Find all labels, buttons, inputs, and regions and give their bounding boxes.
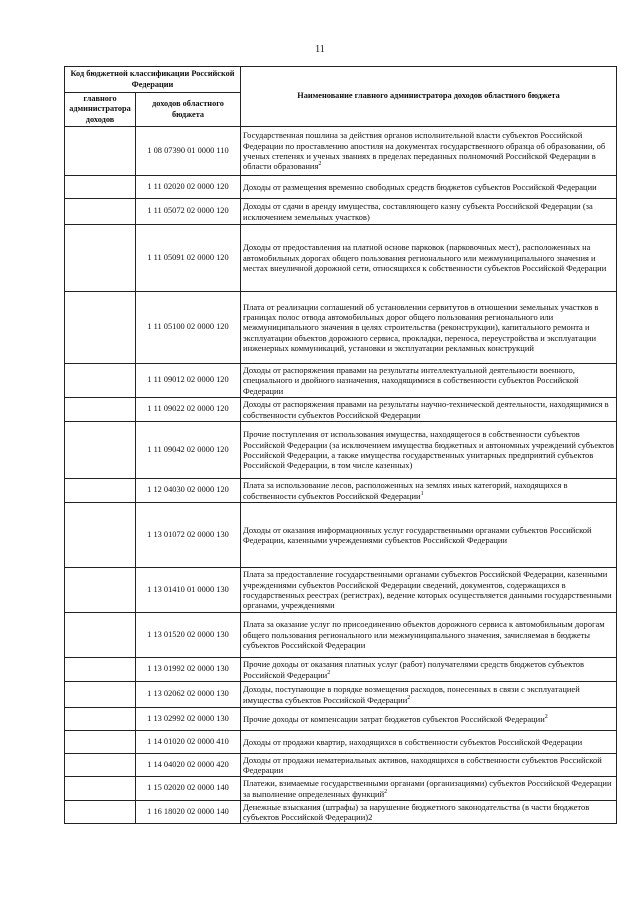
header-classification-code: Код бюджетной классификации Российской Федерации — [65, 67, 241, 93]
table-row — [65, 708, 617, 731]
income-code: 1 13 02992 02 0000 130 — [136, 708, 241, 731]
income-code: 1 13 01992 02 0000 130 — [136, 658, 241, 682]
income-code: 1 13 02062 02 0000 130 — [136, 682, 241, 708]
footnote-mark: 2 — [544, 713, 548, 720]
income-name: Доходы от предоставления на платной основе парковок (парковочных мест), расположенных на автомобильных дорогах общего пользования регионального или межмуниципального значения и местах внеуличной дорожной сети, относящихся к собственности субъектов Российской Федерации — [241, 225, 617, 292]
table-row — [65, 613, 617, 658]
header-regional-income: доходов областного бюджета — [136, 93, 241, 127]
table-row — [65, 176, 617, 199]
page-number: 11 — [315, 44, 325, 55]
income-name: Доходы от оказания информационных услуг государственными органами субъектов Российской Федерации, казенными учреждениями субъектов Российской Федерации — [241, 503, 617, 568]
footnote-mark: 2 — [407, 694, 411, 701]
table-row — [65, 422, 617, 479]
income-code: 1 16 18020 02 0000 140 — [136, 801, 241, 824]
income-code: 1 13 01520 02 0000 130 — [136, 613, 241, 658]
income-code: 1 11 09012 02 0000 120 — [136, 364, 241, 398]
income-code: 1 11 02020 02 0000 120 — [136, 176, 241, 199]
table-row — [65, 479, 617, 503]
income-name: Доходы, поступающие в порядке возмещения расходов, понесенных в связи с эксплуатацией имущества субъектов Российской Федерации$^2$ — [241, 682, 617, 708]
table-row — [65, 199, 617, 225]
income-name: Плата за предоставление государственными органами субъектов Российской Федерации, казенными учреждениями субъектов Российской Федерации сведений, документов, содержащихся в государственных реестрах (регистрах), ведение которых осуществляется данными государственными органами, учреждениями — [241, 568, 617, 613]
income-code: 1 11 09022 02 0000 120 — [136, 398, 241, 422]
income-name: Доходы от продажи нематериальных активов, находящихся в собственности субъектов Российской Федерации — [241, 754, 617, 777]
footnote-mark: 2 — [318, 161, 322, 168]
income-code: 1 11 05091 02 0000 120 — [136, 225, 241, 292]
table-row — [65, 777, 617, 801]
income-name: Платежи, взимаемые государственными органами (организациями) субъектов Российской Федерации за выполнение определенных функций$^2$ — [241, 777, 617, 801]
income-code: 1 11 09042 02 0000 120 — [136, 422, 241, 479]
income-name: Денежные взыскания (штрафы) за нарушение бюджетного законодательства (в части бюджетов субъектов Российской Федерации)2 — [241, 801, 617, 824]
table-row — [65, 682, 617, 708]
table-row — [65, 127, 617, 176]
income-code: 1 15 02020 02 0000 140 — [136, 777, 241, 801]
table-row — [65, 568, 617, 613]
income-code: 1 13 01410 01 0000 130 — [136, 568, 241, 613]
table-row — [65, 292, 617, 364]
income-name: Доходы от распоряжения правами на результаты научно-технической деятельности, находящимися в собственности субъектов Российской Федерации — [241, 398, 617, 422]
header-administrator-name: Наименование главного администратора доходов областного бюджета — [241, 67, 617, 127]
income-name: Доходы от продажи квартир, находящихся в собственности субъектов Российской Федерации — [241, 731, 617, 754]
table-row — [65, 658, 617, 682]
footnote-mark: 1 — [420, 490, 424, 497]
income-code: 1 08 07390 01 0000 110 — [136, 127, 241, 176]
income-name: Плата за использование лесов, расположенных на землях иных категорий, находящихся в собственности субъектов Российской Федерации$^1$ — [241, 479, 617, 503]
income-name: Доходы от распоряжения правами на результаты интеллектуальной деятельности военного, специального и двойного назначения, находящимися в собственности субъектов Российской Федерации — [241, 364, 617, 398]
income-code: 1 12 04030 02 0000 120 — [136, 479, 241, 503]
income-code: 1 13 01072 02 0000 130 — [136, 503, 241, 568]
budget-classification-table — [64, 66, 617, 824]
income-code: 1 11 05100 02 0000 120 — [136, 292, 241, 364]
footnote-mark: 2 — [384, 788, 388, 795]
income-name: Государственная пошлина за действия органов исполнительной власти субъектов Российской Федерации по проставлению апостиля на документах государственного образца об образовании, об ученых степенях и ученых званиях в пределах переданных полномочий Российской Федерации в области образования$^2$ — [241, 127, 617, 176]
income-name: Доходы от размещения временно свободных средств бюджетов субъектов Российской Федерации — [241, 176, 617, 199]
income-name: Доходы от сдачи в аренду имущества, составляющего казну субъекта Российской Федерации (за исключением земельных участков) — [241, 199, 617, 225]
table-row — [65, 364, 617, 398]
header-main-administrator: главного администратора доходов — [65, 93, 136, 127]
table-row — [65, 731, 617, 754]
income-name: Плата от реализации соглашений об установлении сервитутов в отношении земельных участков в границах полос отвода автомобильных дорог общего пользования регионального или межмуниципального значения в целях строительства (реконструкции), капитального ремонта и эксплуатации объектов дорожного сервиса, прокладки, переноса, переустройства и эксплуатации инженерных коммуникаций, установки и эксплуатации рекламных конструкций — [241, 292, 617, 364]
table-row — [65, 225, 617, 292]
income-name: Прочие доходы от оказания платных услуг (работ) получателями средств бюджетов субъектов Российской Федерации$^2$ — [241, 658, 617, 682]
income-name: Прочие поступления от использования имущества, находящегося в собственности субъектов Российской Федерации (за исключением имущества бюджетных и автономных учреждений субъектов Российской Федерации, а также имущества государственных унитарных предприятий субъектов Российской Федерации, в том числе казенных) — [241, 422, 617, 479]
table-row — [65, 398, 617, 422]
income-name: Плата за оказание услуг по присоединению объектов дорожного сервиса к автомобильным дорогам общего пользования регионального или межмуниципального значения, зачисляемая в бюджеты субъектов Российской Федерации — [241, 613, 617, 658]
table-row — [65, 801, 617, 824]
income-code: 1 14 04020 02 0000 420 — [136, 754, 241, 777]
table-row — [65, 754, 617, 777]
footnote-mark: 2 — [327, 669, 331, 676]
table-row — [65, 503, 617, 568]
income-name: Прочие доходы от компенсации затрат бюджетов субъектов Российской Федерации$^2$ — [241, 708, 617, 731]
income-code: 1 14 01020 02 0000 410 — [136, 731, 241, 754]
income-code: 1 11 05072 02 0000 120 — [136, 199, 241, 225]
